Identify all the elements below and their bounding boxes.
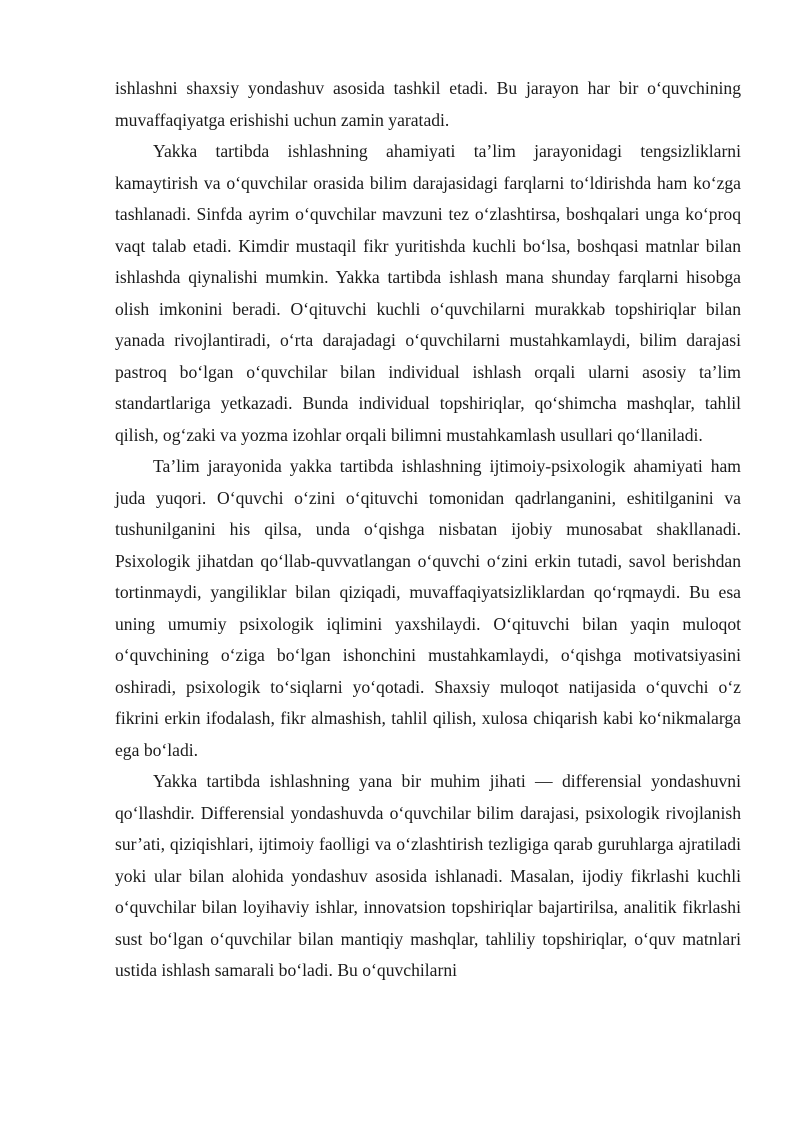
paragraph-social-psychological-importance: Ta’lim jarayonida yakka tartibda ishlashning ijtimoiy-psixologik ahamiyati ham juda yuqori. O‘quvchi o‘zini o‘qituvchi tomonidan qadrlanganini, eshitilganini va tushunilganini his qilsa, unda o‘qishga nisbatan ijobiy munosabat shakllanadi. Psixologik jihatdan qo‘llab-quvvatlangan o‘quvchi o‘zini erkin tutadi, savol berishdan tortinmaydi, yangiliklar bilan qiziqadi, muvaffaqiyatsizliklardan qo‘rqmaydi. Bu esa uning umumiy psixologik iqlimini yaxshilaydi. O‘qituvchi bilan yaqin muloqot o‘quvchining o‘ziga bo‘lgan ishonchini mustahkamlaydi, o‘qishga motivatsiyasini oshiradi, psixologik to‘siqlarni yo‘qotadi. Shaxsiy muloqot natijasida o‘quvchi o‘z fikrini erkin ifodalash, fikr almashish, tahlil qilish, xulosa chiqarish kabi ko‘nikmalarga ega bo‘ladi.: [115, 456, 741, 760]
paragraph-individual-work-importance: Yakka tartibda ishlashning ahamiyati ta’lim jarayonidagi tengsizliklarni kamaytirish va o‘quvchilar orasida bilim darajasidagi farqlarni to‘ldirishda ham ko‘zga tashlanadi. Sinfda ayrim o‘quvchilar mavzuni tez o‘zlashtirsa, boshqalari unga ko‘proq vaqt talab etadi. Kimdir mustaqil fikr yuritishda kuchli bo‘lsa, boshqasi matnlar bilan ishlashda qiynalishi mumkin. Yakka tartibda ishlash mana shunday farqlarni hisobga olish imkonini beradi. O‘qituvchi kuchli o‘quvchilarni murakkab topshiriqlar bilan yanada rivojlantiradi, o‘rta darajadagi o‘quvchilarni mustahkamlaydi, bilim darajasi pastroq bo‘lgan o‘quvchilar bilan individual ishlash orqali ularni asosiy ta’lim standartlariga yetkazadi. Bunda individual topshiriqlar, qo‘shimcha mashqlar, tahlil qilish, og‘zaki va yozma izohlar orqali bilimni mustahkamlash usullari qo‘llaniladi.: [115, 141, 741, 445]
document-body: [115, 73, 741, 987]
paragraph-continuation: ishlashni shaxsiy yondashuv asosida tashkil etadi. Bu jarayon har bir o‘quvchining muvaffaqiyatga erishishi uchun zamin yaratadi.: [115, 78, 741, 130]
paragraph-differential-approach: Yakka tartibda ishlashning yana bir muhim jihati — differensial yondashuvni qo‘llashdir. Differensial yondashuvda o‘quvchilar bilim darajasi, psixologik rivojlanish sur’ati, qiziqishlari, ijtimoiy faolligi va o‘zlashtirish tezligiga qarab guruhlarga ajratiladi yoki ular bilan alohida yondashuv asosida ishlanadi. Masalan, ijodiy fikrlashi kuchli o‘quvchilar bilan loyihaviy ishlar, innovatsion topshiriqlar bajartirilsa, analitik fikrlashi sust bo‘lgan o‘quvchilar bilan mantiqiy mashqlar, tahliliy topshiriqlar, o‘quv matnlari ustida ishlash samarali bo‘ladi. Bu o‘quvchilarni: [115, 771, 741, 980]
